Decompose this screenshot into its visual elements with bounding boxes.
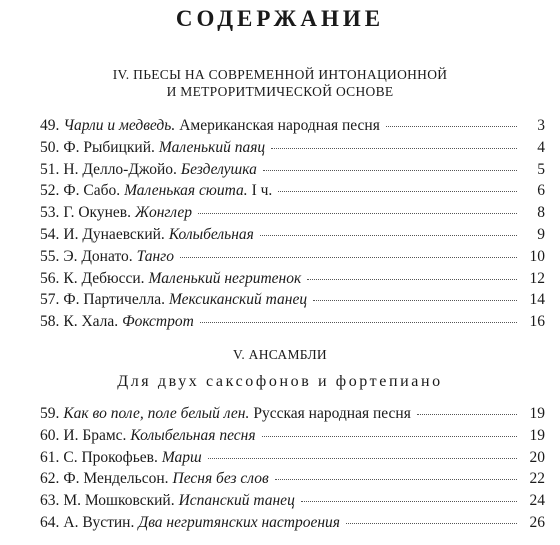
entry-page-number: 19 <box>529 426 545 444</box>
entry-number: 62. <box>40 470 60 488</box>
entry-piece-title: Маленький паяц <box>158 138 266 156</box>
toc-entry <box>40 161 545 183</box>
entry-number: 56. <box>40 269 60 287</box>
dot-leader <box>263 170 517 171</box>
section-iv-heading-line1: IV. ПЬЕСЫ НА СОВРЕМЕННОЙ ИНТОНАЦИОННОЙ <box>112 67 448 82</box>
entry-composer: С. Прокофьев. <box>63 448 158 466</box>
entry-page-number: 12 <box>529 269 545 287</box>
dot-leader <box>278 191 517 192</box>
entry-page-number: 5 <box>537 160 545 178</box>
dot-leader <box>313 300 517 301</box>
entry-composer: А. Вустин. <box>63 513 135 531</box>
entry-composer: И. Дунаевский. <box>63 225 165 243</box>
entry-page-number: 24 <box>529 492 545 510</box>
entry-origin: Русская народная песня <box>253 405 411 422</box>
entry-page-number: 22 <box>529 470 545 488</box>
entry-number: 58. <box>40 313 60 331</box>
dot-leader <box>260 235 517 236</box>
entry-piece-title: Как во поле, поле белый лен. <box>63 405 250 422</box>
entry-piece-title: Два негритянских настроения <box>138 513 341 531</box>
toc-entry <box>40 492 545 514</box>
dot-leader <box>208 458 517 459</box>
entry-page-number: 8 <box>537 204 545 222</box>
dot-leader <box>275 479 517 480</box>
toc-entry <box>40 139 545 161</box>
entry-page-number: 14 <box>529 291 545 309</box>
entry-page-number: 26 <box>529 513 545 531</box>
entry-number: 59. <box>40 405 60 422</box>
toc-entry <box>40 182 545 204</box>
entry-number: 54. <box>40 225 60 243</box>
entry-piece-title: Маленькая сюита. <box>124 182 248 200</box>
entry-page-number: 19 <box>529 405 545 422</box>
dot-leader <box>180 257 517 258</box>
dot-leader <box>301 501 517 502</box>
toc-entry <box>40 449 545 471</box>
dot-leader <box>262 436 517 437</box>
entry-number: 51. <box>40 160 60 178</box>
entry-piece-title: Чарли и медведь. <box>63 117 176 134</box>
entry-composer: Ф. Рыбицкий. <box>63 138 155 156</box>
section-v-list <box>40 405 545 536</box>
dot-leader <box>346 523 517 524</box>
entry-piece-title: Испанский танец <box>178 492 295 510</box>
entry-number: 53. <box>40 204 60 222</box>
dot-leader <box>386 126 517 127</box>
entry-page-number: 6 <box>537 182 545 200</box>
entry-composer: И. Брамс. <box>63 426 127 444</box>
toc-entry <box>40 514 545 536</box>
section-v-heading: V. АНСАМБЛИ <box>233 347 327 362</box>
dot-leader <box>307 279 517 280</box>
entry-piece-title: Колыбельная <box>168 225 254 243</box>
toc-entry <box>40 313 545 335</box>
entry-piece-title: Песня без слов <box>172 470 269 488</box>
entry-number: 64. <box>40 513 60 531</box>
toc-entry <box>40 470 545 492</box>
section-iv-heading <box>0 66 560 100</box>
section-v-subheading: Для двух саксофонов и фортепиано <box>117 373 443 390</box>
entry-piece-title: Маленький негритенок <box>148 269 302 287</box>
entry-number: 52. <box>40 182 60 200</box>
entry-page-number: 9 <box>537 225 545 243</box>
entry-composer: Ф. Сабо. <box>63 182 121 200</box>
entry-page-number: 20 <box>529 448 545 466</box>
entry-piece-title: Мексиканский танец <box>168 291 308 309</box>
entry-piece-title: Фокстрот <box>122 313 194 331</box>
entry-composer: Г. Окунев. <box>63 204 131 222</box>
entry-number: 57. <box>40 291 60 309</box>
toc-entry <box>40 291 545 313</box>
entry-number: 50. <box>40 138 60 156</box>
entry-number: 61. <box>40 448 60 466</box>
toc-entry <box>40 226 545 248</box>
entry-composer: М. Мошковский. <box>63 492 175 510</box>
entry-composer: Ф. Мендельсон. <box>63 470 169 488</box>
entry-number: 60. <box>40 426 60 444</box>
dot-leader <box>198 213 517 214</box>
entry-composer: Ф. Партичелла. <box>63 291 165 309</box>
entry-piece-title: Безделушка <box>180 160 257 178</box>
toc-entry <box>40 270 545 292</box>
dot-leader <box>200 322 517 323</box>
entry-number: 63. <box>40 492 60 510</box>
entry-page-number: 3 <box>537 117 545 134</box>
entry-composer: К. Хала. <box>63 313 119 331</box>
dot-leader <box>417 414 517 415</box>
page-title: СОДЕРЖАНИЕ <box>175 6 385 31</box>
toc-entry <box>40 405 545 427</box>
toc-entry <box>40 204 545 226</box>
entry-page-number: 4 <box>537 138 545 156</box>
entry-piece-title: Колыбельная песня <box>130 426 256 444</box>
entry-piece-title: Жонглер <box>134 204 193 222</box>
toc-entry <box>40 427 545 449</box>
entry-page-number: 16 <box>529 313 545 331</box>
dot-leader <box>271 148 517 149</box>
entry-composer: Н. Делло-Джойо. <box>63 160 177 178</box>
entry-composer: К. Дебюсси. <box>63 269 145 287</box>
entry-number: 55. <box>40 247 60 265</box>
toc-entry <box>40 248 545 270</box>
entry-page-number: 10 <box>529 247 545 265</box>
entry-composer: Э. Донато. <box>63 247 133 265</box>
entry-origin: Американская народная песня <box>179 117 380 134</box>
entry-number: 49. <box>40 117 60 134</box>
toc-entry <box>40 117 545 139</box>
entry-piece-title: Марш <box>161 448 202 466</box>
section-iv-list <box>40 117 545 335</box>
section-iv-heading-line2: И МЕТРОРИТМИЧЕСКОЙ ОСНОВЕ <box>166 84 394 99</box>
entry-piece-title: Танго <box>136 247 174 265</box>
entry-origin: I ч. <box>251 182 273 200</box>
